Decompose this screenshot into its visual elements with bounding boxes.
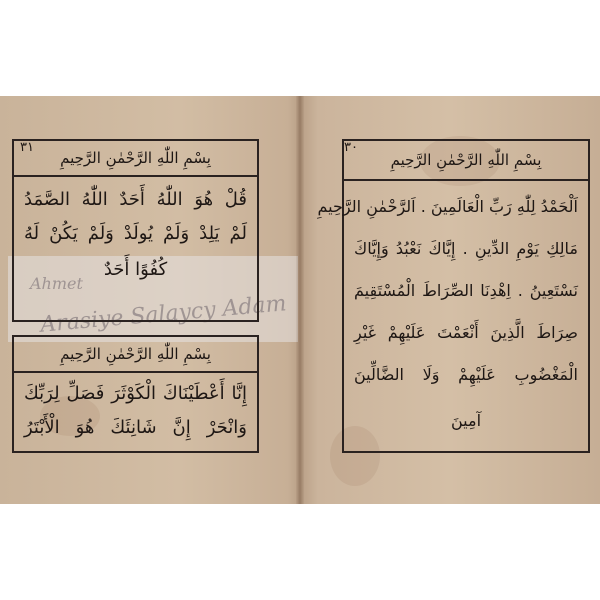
bismillah-header xyxy=(14,141,257,177)
surah-kawthar-frame xyxy=(12,335,259,453)
verse-line: نَسْتَعِينُ . اِهْدِنَا الصِّرَاطَ الْمُسْتَقِيمَ xyxy=(354,281,578,300)
bismillah-header xyxy=(344,141,588,181)
verse-line: اَلْحَمْدُ لِلّٰهِ رَبِّ الْعَالَمِينَ . اَلرَّحْمٰنِ الرَّحِيمِ xyxy=(317,197,578,216)
right-page xyxy=(302,96,600,504)
page-number: ٣٠ xyxy=(344,140,358,155)
surah-ikhlas-frame xyxy=(12,139,259,322)
verse-line: قُلْ هُوَ اللّٰهُ أَحَدٌ اللّٰهُ الصَّمَدُ xyxy=(24,189,247,210)
bismillah-header xyxy=(14,337,257,373)
verse-line: لَمْ يَلِدْ وَلَمْ يُولَدْ وَلَمْ يَكُنْ لَهُ xyxy=(24,223,247,244)
signature-line: Arasiye Salaycy Adam xyxy=(39,291,288,338)
verse-line: آمِينَ xyxy=(450,411,482,430)
verse-line: وَانْحَرْ إِنَّ شَانِئَكَ هُوَ الْأَبْتَرُ xyxy=(24,417,247,438)
bismillah-text: بِسْمِ اللّٰهِ الرَّحْمٰنِ الرَّحِيمِ xyxy=(60,345,211,363)
page-number: ٣١ xyxy=(20,140,34,155)
verse-line: كُفُوًا أَحَدٌ xyxy=(103,259,168,280)
book-spread xyxy=(0,96,600,504)
bismillah-text: بِسْمِ اللّٰهِ الرَّحْمٰنِ الرَّحِيمِ xyxy=(390,151,542,169)
verse-line: مَالِكِ يَوْمِ الدِّينِ . إِيَّاكَ نَعْبُدُ وَإِيَّاكَ xyxy=(354,239,578,258)
verse-line: إِنَّا أَعْطَيْنَاكَ الْكَوْثَرَ فَصَلِّ لِرَبِّكَ xyxy=(24,383,247,404)
verse-line: الْمَغْضُوبِ عَلَيْهِمْ وَلَا الضَّالِّينَ xyxy=(354,365,578,384)
left-page xyxy=(0,96,298,504)
bismillah-text: بِسْمِ اللّٰهِ الرَّحْمٰنِ الرَّحِيمِ xyxy=(60,149,211,167)
verse-line: صِرَاطَ الَّذِينَ أَنْعَمْتَ عَلَيْهِمْ غَيْرِ xyxy=(354,323,578,342)
signature-line: Ahmet xyxy=(30,274,83,293)
surah-fatiha-frame xyxy=(317,139,590,453)
